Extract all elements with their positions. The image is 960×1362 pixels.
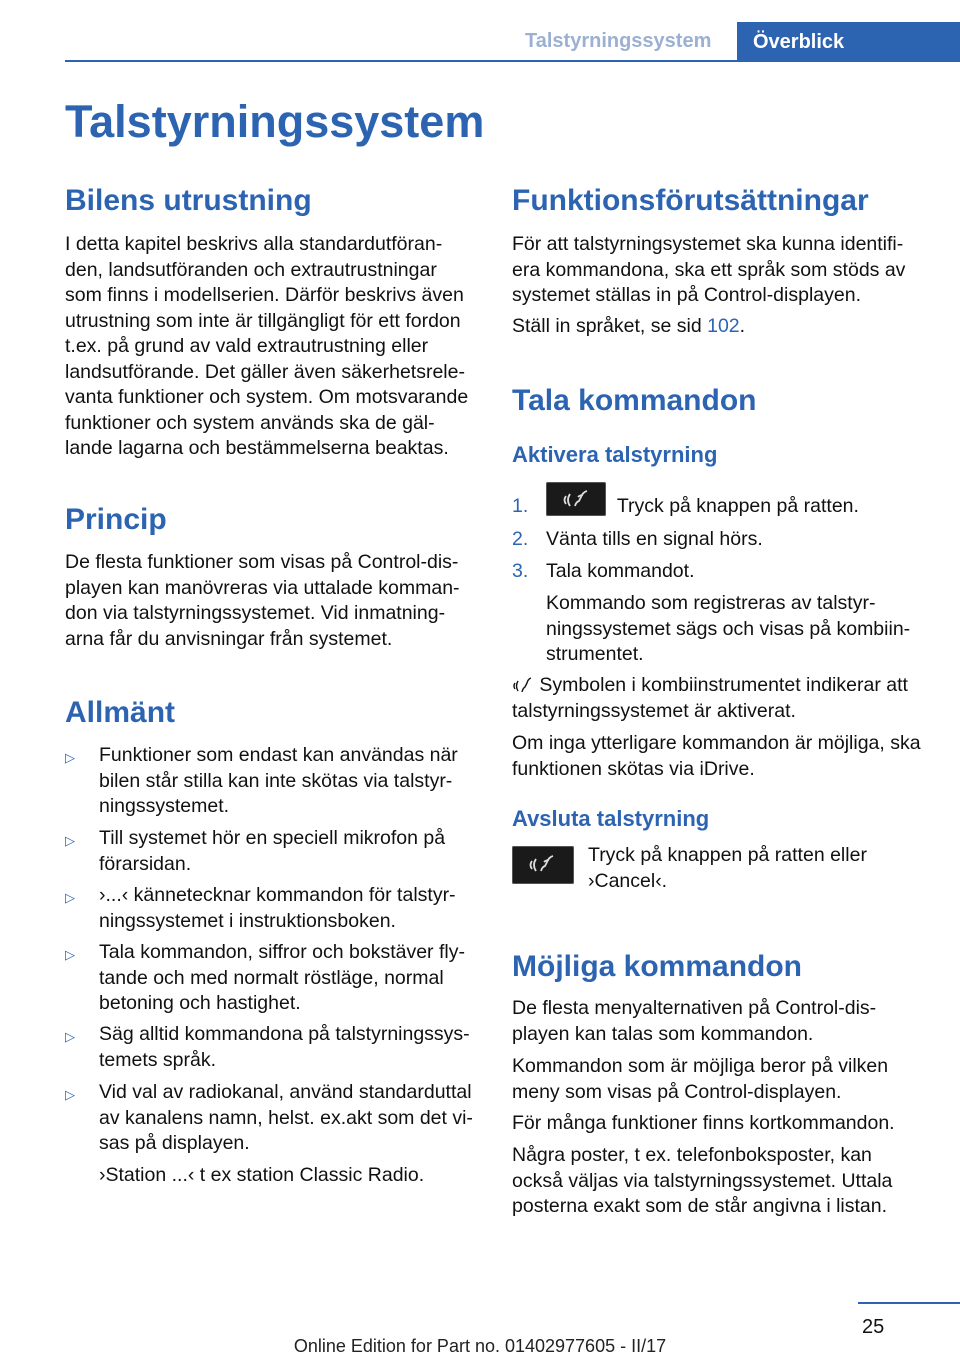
utrustning-paragraph: I detta kapitel beskrivs alla standardutföran- den, landsutföranden och extrautrustningar som finns i modellserien. Därför beskrivs även utrustning som inte är tillgängligt för ett fordon t.ex. på grund av vald extrautrustning eller landsutförande. Det gäller även säkerhetsrele- vanta funktioner och system. Om motsvarande funktioner och system används ska de gäl- lande lagarna och bestämmelserna beaktas. xyxy=(65,233,469,459)
voice-symbol-icon xyxy=(512,676,534,696)
heading-aktivera-talstyrning: Aktivera talstyrning xyxy=(512,442,718,467)
page-number: 25 xyxy=(862,1316,885,1338)
page-title: Talstyrningssystem xyxy=(65,96,485,147)
voice-control-icon xyxy=(512,846,574,884)
triangle-bullet-icon: ▷ xyxy=(65,890,75,905)
mojliga-paragraph-4: Några poster, t ex. telefonboksposter, kan också väljas via talstyrningssystemet. Uttala posterna exakt som de står angivna i listan. xyxy=(512,1144,893,1217)
princip-paragraph: De flesta funktioner som visas på Control-dis- playen kan manövreras via uttalade komman- don via talstyrningssystemet. Vid inmatning- arna får du anvisningar från systemet. xyxy=(65,551,460,650)
heading-tala-kommandon: Tala kommandon xyxy=(512,384,757,417)
triangle-bullet-icon: ▷ xyxy=(65,833,75,848)
list-item: ▷ Funktioner som endast kan användas när bilen står stilla kan inte skötas via talstyr- ningssystemet. xyxy=(65,744,458,817)
list-item: ▷ Tala kommandon, siffror och bokstäver fly- tande och med normalt röstläge, normal betoning och hastighet. xyxy=(65,941,465,1014)
step3-detail: Kommando som registreras av talstyr- ningssystemet sägs och visas på kombiin- strumentet. xyxy=(546,592,911,665)
mojliga-paragraph-3: För många funktioner finns kortkommandon. xyxy=(512,1112,895,1134)
heading-princip: Princip xyxy=(65,503,167,536)
heading-avsluta-talstyrning: Avsluta talstyrning xyxy=(512,806,710,831)
idrive-paragraph: Om inga ytterligare kommandon är möjliga, ska funktionen skötas via iDrive. xyxy=(512,732,921,780)
footer-rule xyxy=(858,1302,960,1304)
mojliga-paragraph-1: De flesta menyalternativen på Control-dis- playen kan talas som kommandon. xyxy=(512,997,877,1045)
triangle-bullet-icon: ▷ xyxy=(65,750,75,765)
list-item: ▷ Vid val av radiokanal, använd standarduttal av kanalens namn, helst. ex.akt som det vi- sas på displayen. xyxy=(65,1081,473,1154)
heading-bilens-utrustning: Bilens utrustning xyxy=(65,184,312,217)
triangle-bullet-icon: ▷ xyxy=(65,947,75,962)
voice-control-icon xyxy=(546,482,606,516)
list-item: 2. Vänta tills en signal hörs. xyxy=(512,528,763,550)
heading-funktionsforutsattningar: Funktionsförutsättningar xyxy=(512,184,869,217)
sprak-paragraph: Ställ in språket, se sid 102. xyxy=(512,315,746,337)
list-item: 1. Tryck på knappen på ratten. xyxy=(512,494,927,520)
avsluta-paragraph: Tryck på knappen på ratten eller ›Cancel‹. xyxy=(588,844,867,892)
header-section-title: Talstyrningssystem xyxy=(525,30,712,52)
edition-footer: Online Edition for Part no. 01402977605 - II/17 xyxy=(293,1336,667,1356)
forutsattningar-paragraph: För att talstyrningsystemet ska kunna identifi- era kommandona, ska ett språk som stöds av systemet ställas in på Control-displayen. xyxy=(512,233,906,306)
triangle-bullet-icon: ▷ xyxy=(65,1029,75,1044)
header-rule xyxy=(65,60,960,62)
mojliga-paragraph-2: Kommandon som är möjliga beror på vilken meny som visas på Control-displayen. xyxy=(512,1055,889,1103)
page-link-102[interactable]: 102 xyxy=(707,315,740,337)
triangle-bullet-icon: ▷ xyxy=(65,1087,75,1102)
list-item: ▷ ›...‹ kännetecknar kommandon för talstyr- ningssystemet i instruktionsboken. xyxy=(65,884,456,932)
heading-allmant: Allmänt xyxy=(65,696,176,729)
symbol-paragraph: Symbolen i kombiinstrumentet indikerar att talstyrningssystemet är aktiverat. xyxy=(512,674,908,722)
list-item: 3. Tala kommandot. xyxy=(512,560,695,582)
list-item: ▷ Säg alltid kommandona på talstyrningssys- temets språk. xyxy=(65,1023,470,1071)
heading-mojliga-kommandon: Möjliga kommandon xyxy=(512,950,803,983)
station-example: ›Station ...‹ t ex station Classic Radio. xyxy=(99,1164,425,1186)
list-item: ▷ Till systemet hör en speciell mikrofon på förarsidan. xyxy=(65,827,446,875)
header-tab-overview[interactable]: Överblick xyxy=(737,22,960,62)
